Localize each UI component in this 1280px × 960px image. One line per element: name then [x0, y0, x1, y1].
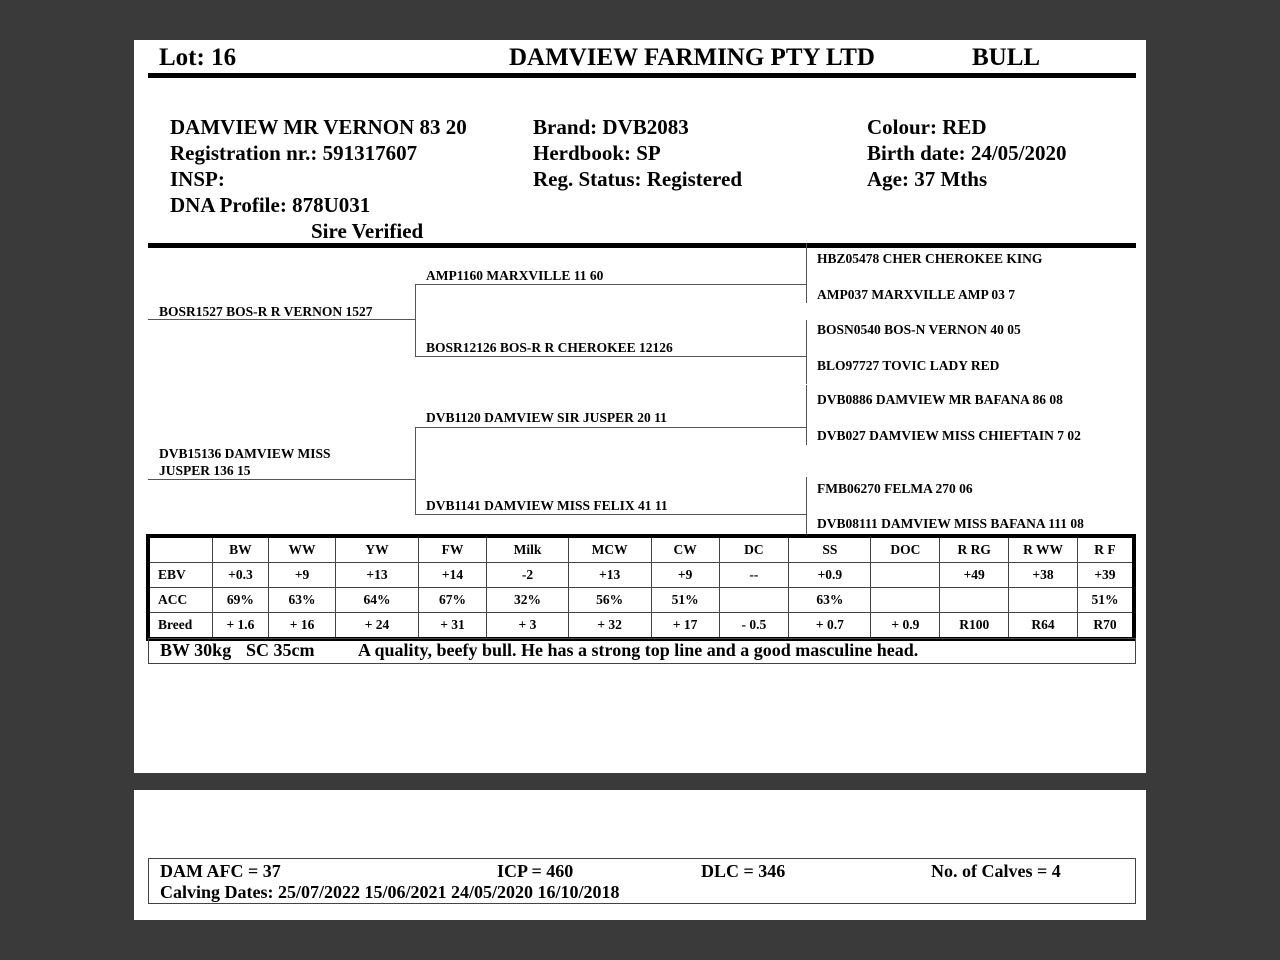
ebv-header-cell: SS	[789, 536, 871, 563]
table-cell: --	[719, 563, 789, 588]
number-of-calves: No. of Calves = 4	[931, 861, 1061, 881]
comment-text: A quality, beefy bull. He has a strong top line and a good masculine head.	[358, 640, 919, 660]
table-cell: +39	[1077, 563, 1134, 588]
dlc: DLC = 346	[701, 861, 786, 881]
ebv-table	[146, 534, 1136, 641]
ebv-header-cell: MCW	[568, 536, 651, 563]
sire-sire-dam: AMP037 MARXVILLE AMP 03 7	[817, 287, 1015, 302]
table-cell	[719, 588, 789, 613]
table-cell: +14	[418, 563, 487, 588]
birth-date: Birth date: 24/05/2020	[867, 141, 1067, 165]
sire-sire-sire: HBZ05478 CHER CHEROKEE KING	[817, 251, 1043, 266]
table-cell: + 3	[487, 613, 568, 640]
table-cell	[1009, 588, 1078, 613]
icp: ICP = 460	[497, 861, 574, 881]
ebv-header-cell: R F	[1077, 536, 1134, 563]
table-cell	[871, 588, 940, 613]
dam-sire-sire: DVB0886 DAMVIEW MR BAFANA 86 08	[817, 392, 1063, 407]
acc-row	[148, 588, 1134, 613]
ebv-header-row	[148, 536, 1134, 563]
table-cell: + 17	[651, 613, 719, 640]
ebv-header-cell: R WW	[1009, 536, 1078, 563]
age: Age: 37 Mths	[867, 167, 988, 191]
table-cell: + 1.6	[213, 613, 268, 640]
herdbook: Herdbook: SP	[533, 141, 661, 165]
table-cell: +0.3	[213, 563, 268, 588]
ebv-header-cell: YW	[336, 536, 418, 563]
sire-name: BOSR1527 BOS-R R VERNON 1527	[159, 304, 373, 319]
dna-profile: DNA Profile: 878U031	[170, 193, 371, 217]
ebv-row	[148, 563, 1134, 588]
table-cell: 51%	[651, 588, 719, 613]
animal-info-right	[867, 114, 1067, 192]
brand: Brand: DVB2083	[533, 115, 689, 139]
reg-status: Reg. Status: Registered	[533, 167, 742, 191]
registration-number: Registration nr.: 591317607	[170, 141, 418, 165]
dam-name-line1: DVB15136 DAMVIEW MISS	[159, 446, 331, 461]
table-cell: + 0.9	[871, 613, 940, 640]
dam-sire: DVB1120 DAMVIEW SIR JUSPER 20 11	[426, 410, 667, 425]
table-cell: R64	[1009, 613, 1078, 640]
ebv-header-cell: FW	[418, 536, 487, 563]
table-cell: + 0.7	[789, 613, 871, 640]
table-cell: +9	[268, 563, 336, 588]
table-cell: 56%	[568, 588, 651, 613]
ebv-header-cell: DC	[719, 536, 789, 563]
sire-dam-dam: BLO97727 TOVIC LADY RED	[817, 358, 1000, 373]
lot-number: Lot: 16	[159, 44, 237, 71]
table-cell	[871, 563, 940, 588]
table-cell: +38	[1009, 563, 1078, 588]
table-cell: 63%	[789, 588, 871, 613]
table-cell: 51%	[1077, 588, 1134, 613]
table-cell: R70	[1077, 613, 1134, 640]
table-cell: -2	[487, 563, 568, 588]
table-cell: - 0.5	[719, 613, 789, 640]
animal-name: DAMVIEW MR VERNON 83 20	[170, 115, 467, 139]
table-cell: +13	[336, 563, 418, 588]
birth-weight: BW 30kg	[160, 640, 232, 660]
calving-dates: Calving Dates: 25/07/2022 15/06/2021 24/05/2020 16/10/2018	[160, 882, 620, 902]
dam-dam-dam: DVB08111 DAMVIEW MISS BAFANA 111 08	[817, 516, 1084, 531]
ebv-header-cell: R RG	[940, 536, 1009, 563]
table-cell: 67%	[418, 588, 487, 613]
animal-info-middle	[533, 114, 742, 192]
scrotal-circumference: SC 35cm	[246, 640, 315, 660]
animal-info-left	[170, 114, 467, 244]
table-cell: + 24	[336, 613, 418, 640]
table-cell: 69%	[213, 588, 268, 613]
table-cell: + 16	[268, 613, 336, 640]
row-label: Breed	[148, 613, 213, 640]
sire-dam-sire: BOSN0540 BOS-N VERNON 40 05	[817, 322, 1021, 337]
sire-sire: AMP1160 MARXVILLE 11 60	[426, 268, 604, 283]
company-name: DAMVIEW FARMING PTY LTD	[509, 44, 875, 71]
table-cell: + 31	[418, 613, 487, 640]
table-cell: R100	[940, 613, 1009, 640]
sire-dam: BOSR12126 BOS-R R CHEROKEE 12126	[426, 340, 673, 355]
insp-field: INSP:	[170, 167, 225, 191]
table-cell: 32%	[487, 588, 568, 613]
dam-afc: DAM AFC = 37	[160, 861, 281, 881]
table-cell: +0.9	[789, 563, 871, 588]
ebv-header-cell: WW	[268, 536, 336, 563]
dam-sire-dam: DVB027 DAMVIEW MISS CHIEFTAIN 7 02	[817, 428, 1081, 443]
ebv-header-cell	[148, 536, 213, 563]
table-cell: 64%	[336, 588, 418, 613]
dam-info-page	[134, 790, 1146, 920]
table-cell	[940, 588, 1009, 613]
ebv-header-cell: BW	[213, 536, 268, 563]
dam-name-line2: JUSPER 136 15	[159, 463, 251, 478]
table-cell: 63%	[268, 588, 336, 613]
table-cell: +9	[651, 563, 719, 588]
info-rule	[148, 243, 1136, 248]
animal-sex: BULL	[972, 44, 1041, 71]
catalogue-page	[134, 40, 1146, 773]
table-cell: + 32	[568, 613, 651, 640]
table-cell: +49	[940, 563, 1009, 588]
dam-info-box	[148, 858, 1136, 904]
ebv-header-cell: CW	[651, 536, 719, 563]
comment-box	[148, 638, 1136, 664]
header-rule	[148, 73, 1136, 78]
ebv-header-cell: Milk	[487, 536, 568, 563]
row-label: ACC	[148, 588, 213, 613]
breed-row	[148, 613, 1134, 640]
ebv-header-cell: DOC	[871, 536, 940, 563]
dam-name	[159, 445, 331, 479]
colour: Colour: RED	[867, 115, 987, 139]
sire-verified: Sire Verified	[311, 219, 424, 243]
dam-dam: DVB1141 DAMVIEW MISS FELIX 41 11	[426, 498, 668, 513]
table-cell: +13	[568, 563, 651, 588]
row-label: EBV	[148, 563, 213, 588]
dam-dam-sire: FMB06270 FELMA 270 06	[817, 481, 973, 496]
